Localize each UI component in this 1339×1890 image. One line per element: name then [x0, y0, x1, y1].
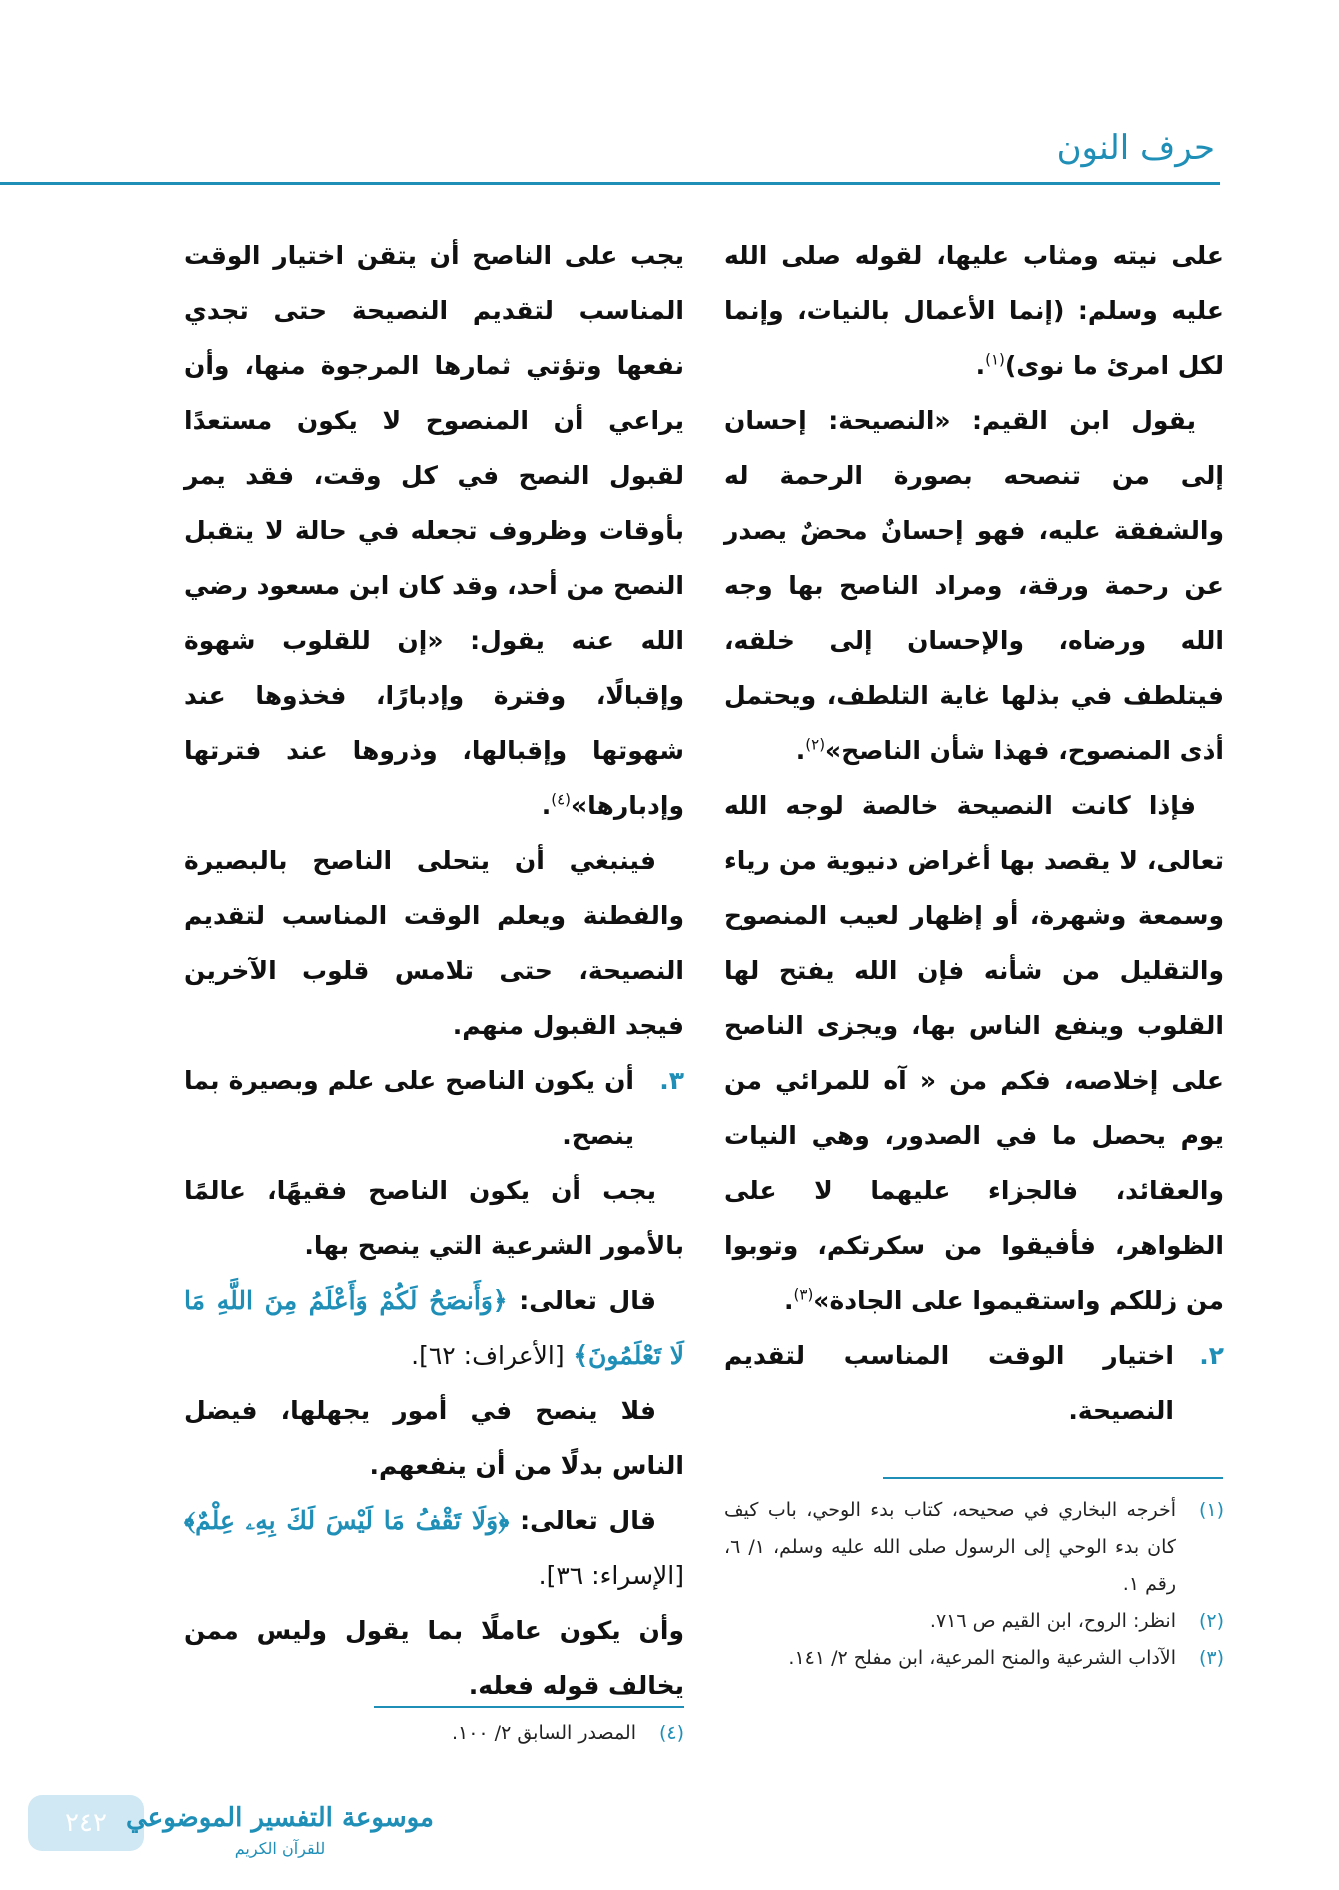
list-item: [184, 1053, 684, 1163]
footnote: [724, 1640, 1224, 1677]
footnote-number: (٤): [658, 1722, 684, 1744]
quran-verse: ﴿وَلَا تَقْفُ مَا لَيْسَ لَكَ بِهِۦ عِلْمٌ﴾: [184, 1506, 510, 1535]
paragraph-text: يقول ابن القيم: «النصيحة: إحسان إلى من تنصحه بصورة الرحمة له والشفقة عليه، فهو إحسانٌ محضٌ يصدر عن رحمة ورقة، ومراد الناصح بها وجه الله ورضاه، والإحسان إلى خلقه، فيتلطف في بذلها غاية التلطف، ويحتمل أذى المنصوح، فهذا شأن الناصح»: [724, 406, 1224, 765]
paragraph: يجب على الناصح أن يتقن اختيار الوقت المناسب لتقديم النصيحة حتى تجدي نفعها وتؤتي ثمارها المرجوة منها، وأن يراعي أن المنصوح لا يكون مستعدًا لقبول النصح في كل وقت، فقد يمر بأوقات وظروف تجعله في حالة لا يتقبل النصح من أحد، وقد كان ابن مسعود رضي الله عنه يقول: «إن للقلوب شهوة وإقبالًا، وفترة وإدبارًا، فخذوها عند شهوتها وإقبالها، وذروها عند فترتها وإدبارها»$^{(٤)}$.: [184, 241, 684, 820]
footnote: [724, 1603, 1224, 1640]
paragraph-text: على نيته ومثاب عليها، لقوله صلى الله عليه وسلم: (إنما الأعمال بالنيات، وإنما لكل امرئ ما نوى): [724, 241, 1224, 380]
footnote-text: انظر: الروح، ابن القيم ص ٧١٦.: [929, 1610, 1176, 1632]
chapter-title: حرف النون: [1056, 128, 1215, 168]
paragraph: وأن يكون عاملًا بما يقول وليس ممن يخالف قوله فعله.: [184, 1616, 684, 1700]
quran-reference: [الأعراف: ٦٢].: [411, 1341, 565, 1370]
list-number: ٣.: [659, 1066, 684, 1095]
footnote-number: (٣): [1198, 1647, 1224, 1669]
footnote-ref[interactable]: (١): [985, 350, 1005, 369]
quran-citation: [184, 1273, 684, 1383]
logo-subtitle: للقرآن الكريم: [234, 1839, 326, 1858]
encyclopedia-logo: [126, 1786, 434, 1864]
paragraph-text: فإذا كانت النصيحة خالصة لوجه الله تعالى، لا يقصد بها أغراض دنيوية من رياء وسمعة وشهرة، أو إظهار لعيب المنصوح والتقليل من شأنه فإن الله يفتح لها القلوب وينفع الناس بها، ويجزى الناصح على إخلاصه، فكم من « آه للمرائي من يوم يحصل ما في الصدور، وهي النيات والعقائد، فالجزاء عليهما لا على الظواهر، فأفيقوا من سكرتكم، وتوبوا من زللكم واستقيموا على الجادة»: [724, 791, 1224, 1315]
list-item-text: أن يكون الناصح على علم وبصيرة بما ينصح.: [184, 1066, 634, 1150]
footnote-text: الآداب الشرعية والمنح المرعية، ابن مفلح ٢/ ١٤١.: [788, 1647, 1176, 1669]
logo-title: موسوعة التفسير الموضوعي: [126, 1803, 434, 1833]
paragraph: فإذا كانت النصيحة خالصة لوجه الله تعالى، لا يقصد بها أغراض دنيوية من رياء وسمعة وشهرة، أو إظهار لعيب المنصوح والتقليل من شأنه فإن الله يفتح لها القلوب وينفع الناس بها، ويجزى الناصح على إخلاصه، فكم من « آه للمرائي من يوم يحصل ما في الصدور، وهي النيات والعقائد، فالجزاء عليهما لا على الظواهر، فأفيقوا من سكرتكم، وتوبوا من زللكم واستقيموا على الجادة»$^{(٣)}$.: [724, 791, 1224, 1315]
left-column: [184, 228, 684, 1713]
footnote: [724, 1492, 1224, 1603]
paragraph: يقول ابن القيم: «النصيحة: إحسان إلى من تنصحه بصورة الرحمة له والشفقة عليه، فهو إحسانٌ محضٌ يصدر عن رحمة ورقة، ومراد الناصح بها وجه الله ورضاه، والإحسان إلى خلقه، فيتلطف في بذلها غاية التلطف، ويحتمل أذى المنصوح، فهذا شأن الناصح»$^{(٢)}$.: [724, 406, 1224, 765]
page-number-badge: ٢٤٢: [28, 1795, 144, 1851]
header-rule: [0, 182, 1220, 185]
quran-intro: قال تعالى:: [519, 1286, 656, 1315]
footnote-ref[interactable]: (٤): [551, 790, 572, 809]
footnote: [184, 1715, 684, 1752]
footnote-divider: [883, 1477, 1223, 1479]
footnote-divider: [374, 1706, 684, 1708]
quran-citation: [184, 1493, 684, 1603]
footnote-number: (٢): [1198, 1610, 1224, 1632]
footnotes-left: [184, 1715, 684, 1752]
footnote-text: أخرجه البخاري في صحيحه، كتاب بدء الوحي، باب كيف كان بدء الوحي إلى الرسول صلى الله عليه وسلم، ١/ ٦، رقم ١.: [724, 1499, 1176, 1595]
paragraph: يجب أن يكون الناصح فقيهًا، عالمًا بالأمور الشرعية التي ينصح بها.: [184, 1176, 684, 1260]
footnotes-right: [724, 1492, 1224, 1677]
footnote-ref[interactable]: (٢): [805, 735, 826, 754]
quran-verse: ﴿وَأَنصَحُ لَكُمْ وَأَعْلَمُ مِنَ اللَّهِ مَا لَا تَعْلَمُونَ﴾: [184, 1286, 684, 1370]
paragraph: فلا ينصح في أمور يجهلها، فيضل الناس بدلًا من أن ينفعهم.: [184, 1396, 684, 1480]
footnote-ref[interactable]: (٣): [793, 1285, 814, 1304]
list-item: [724, 1328, 1224, 1438]
paragraph: فينبغي أن يتحلى الناصح بالبصيرة والفطنة ويعلم الوقت المناسب لتقديم النصيحة، حتى تلامس قلوب الآخرين فيجد القبول منهم.: [184, 846, 684, 1040]
list-number: ٢.: [1199, 1341, 1224, 1370]
quran-intro: قال تعالى:: [520, 1506, 656, 1535]
footnote-number: (١): [1198, 1499, 1224, 1521]
right-column: [724, 228, 1224, 1438]
list-item-text: اختيار الوقت المناسب لتقديم النصيحة.: [724, 1341, 1174, 1425]
footnote-text: المصدر السابق ٢/ ١٠٠.: [451, 1722, 636, 1744]
paragraph-text: يجب على الناصح أن يتقن اختيار الوقت المناسب لتقديم النصيحة حتى تجدي نفعها وتؤتي ثمارها المرجوة منها، وأن يراعي أن المنصوح لا يكون مستعدًا لقبول النصح في كل وقت، فقد يمر بأوقات وظروف تجعله في حالة لا يتقبل النصح من أحد، وقد كان ابن مسعود رضي الله عنه يقول: «إن للقلوب شهوة وإقبالًا، وفترة وإدبارًا، فخذوها عند شهوتها وإقبالها، وذروها عند فترتها وإدبارها»: [184, 241, 684, 820]
paragraph: على نيته ومثاب عليها، لقوله صلى الله عليه وسلم: (إنما الأعمال بالنيات، وإنما لكل امرئ ما نوى)$^{(١)}$.: [724, 241, 1224, 380]
quran-reference: [الإسراء: ٣٦].: [538, 1561, 684, 1590]
